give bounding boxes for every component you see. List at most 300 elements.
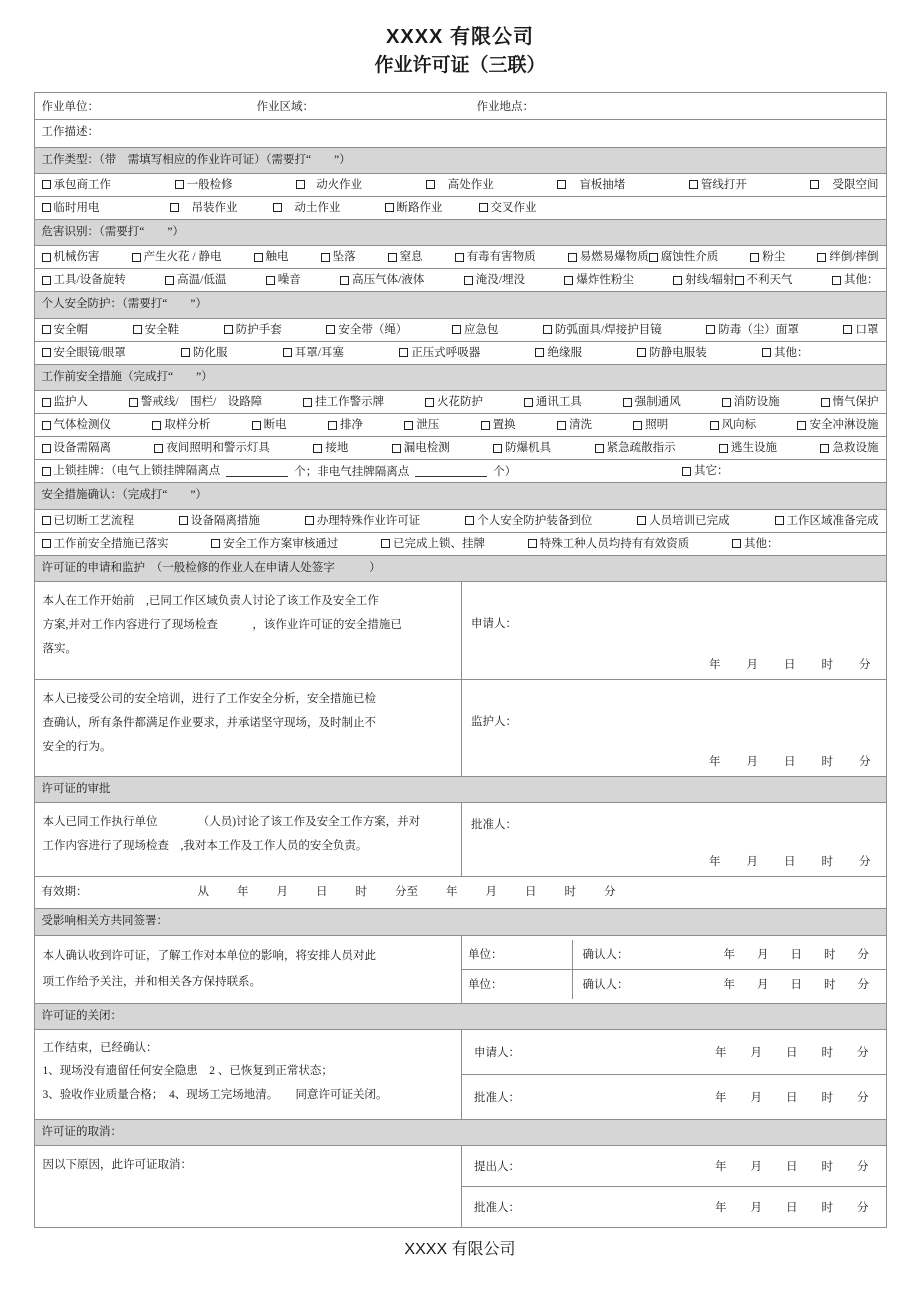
checkbox-warning-sign[interactable]: [303, 394, 384, 410]
checkbox-icon[interactable]: [42, 516, 51, 525]
checkbox-supervisor[interactable]: [42, 394, 89, 410]
date-unit-day: 日: [786, 1046, 798, 1059]
checkbox-toxic-substances[interactable]: [455, 249, 536, 265]
checkbox-protective-gloves[interactable]: [224, 322, 282, 338]
checkbox-corrosive-medium[interactable]: [649, 249, 719, 265]
checkbox-pipeline-opening[interactable]: [689, 177, 747, 193]
checkbox-icon[interactable]: [455, 253, 464, 262]
date-unit-hour: 时: [821, 1202, 833, 1215]
supervisor-statement-cell: [35, 680, 462, 776]
checkbox-label: 火花防护: [437, 396, 484, 409]
checkbox-spark-protection[interactable]: [425, 394, 483, 410]
checkbox-fire-fighting-facility[interactable]: [722, 394, 780, 410]
checkbox-emergency-evacuation-sign[interactable]: [595, 440, 676, 456]
checkbox-label: 临时用电: [53, 201, 100, 214]
checkbox-equipment-isolation-measure[interactable]: [179, 513, 260, 529]
checkbox-icon[interactable]: [821, 398, 830, 407]
date-unit-day: 日: [784, 658, 796, 671]
checkbox-label: 正压式呼吸器: [411, 346, 481, 359]
checkbox-icon[interactable]: [224, 325, 233, 334]
checkbox-excavation-work[interactable]: [273, 200, 341, 216]
affected-confirm-cell-2[interactable]: [572, 969, 887, 999]
checkbox-icon[interactable]: [425, 398, 434, 407]
ppe-section-header-cell: [34, 292, 886, 318]
checkbox-icon[interactable]: [211, 539, 220, 548]
closure-signature-row[interactable]: [462, 1074, 887, 1119]
checkbox-icon[interactable]: [564, 276, 573, 285]
checkbox-icon[interactable]: [328, 421, 337, 430]
applicant-date-strip[interactable]: [471, 656, 887, 672]
checkbox-icon[interactable]: [426, 180, 435, 189]
affected-party-grid: [462, 940, 887, 999]
checkbox-icon[interactable]: [42, 348, 51, 357]
checkbox-label: 绊倒/摔倒: [829, 251, 879, 264]
checkbox-icon[interactable]: [465, 516, 474, 525]
checkbox-icon[interactable]: [535, 348, 544, 357]
checkbox-adverse-weather[interactable]: [735, 272, 793, 288]
checkbox-icon[interactable]: [637, 516, 646, 525]
checkbox-high-low-temperature[interactable]: [165, 272, 226, 288]
checkbox-respirator-mask[interactable]: [706, 322, 799, 338]
checkbox-icon[interactable]: [133, 325, 142, 334]
checkbox-label: 交叉作业: [490, 201, 537, 214]
measure-confirm-section-header-cell: [34, 483, 886, 509]
checkbox-icon[interactable]: [254, 253, 263, 262]
document-title-block: [0, 0, 920, 80]
checkbox-label: 防毒（尘）面罩: [718, 323, 799, 336]
pre-work-row-3: [34, 437, 886, 460]
checkbox-lockout-tagout[interactable]: [42, 463, 221, 479]
checkbox-barricade-fence[interactable]: [129, 394, 262, 410]
checkbox-label: 办理特殊作业许可证: [316, 514, 421, 527]
document-title-heading: 作业许可证（三联）: [374, 55, 546, 76]
date-unit-month: 月: [746, 855, 758, 868]
identification-row: [34, 92, 886, 119]
validity-period-cell: [34, 876, 886, 909]
checkbox-dust-mask[interactable]: [843, 322, 878, 338]
checkbox-icon[interactable]: [266, 276, 275, 285]
checkbox-icon[interactable]: [321, 253, 330, 262]
checkbox-ppe-in-place[interactable]: [465, 513, 592, 529]
checkbox-icon[interactable]: [493, 444, 502, 453]
statement-line: 项工作给予关注，并和相关各方保持联系。: [42, 976, 261, 989]
checkbox-icon[interactable]: [481, 421, 490, 430]
checkbox-icon[interactable]: [719, 444, 728, 453]
checkbox-cleaning[interactable]: [557, 417, 592, 433]
checkbox-safety-shower[interactable]: [797, 417, 878, 433]
checkbox-icon[interactable]: [623, 398, 632, 407]
approval-block-row: [34, 803, 886, 876]
checkbox-icon[interactable]: [165, 276, 174, 285]
checkbox-road-closure[interactable]: [385, 200, 443, 216]
work-description-label: 工作描述：: [41, 126, 99, 139]
checkbox-icon[interactable]: [762, 348, 771, 357]
checkbox-hazard-other[interactable]: [832, 272, 879, 288]
checkbox-icon[interactable]: [775, 516, 784, 525]
checkbox-training-completed[interactable]: [637, 513, 730, 529]
checkbox-ear-protection[interactable]: [283, 345, 344, 361]
cancellation-signature-row[interactable]: [462, 1146, 887, 1187]
checkbox-icon[interactable]: [154, 444, 163, 453]
checkbox-gas-detector[interactable]: [42, 417, 112, 433]
statement-line: 方案,并对工作内容进行了现场检查 ，该作业许可证的安全措施已: [42, 619, 402, 632]
checkbox-first-aid-facility[interactable]: [820, 440, 878, 456]
applicant-signature-cell: [462, 582, 887, 678]
affected-party-row[interactable]: [462, 969, 887, 999]
checkbox-icon[interactable]: [710, 421, 719, 430]
checkbox-label: 断路作业: [396, 201, 443, 214]
nonelectrical-isolation-count-field[interactable]: [415, 465, 487, 477]
checkbox-icon[interactable]: [305, 516, 314, 525]
checkbox-label: 腐蚀性介质: [660, 251, 719, 264]
checkbox-general-maintenance[interactable]: [175, 177, 233, 193]
checkbox-temporary-power[interactable]: [42, 200, 100, 216]
checkbox-icon[interactable]: [283, 348, 292, 357]
checkbox-icon[interactable]: [392, 444, 401, 453]
checkbox-label: 安全工作方案审核通过: [223, 537, 339, 550]
affected-block-row: [34, 935, 886, 1003]
closure-block-cell: [34, 1029, 886, 1119]
statement-line: 查确认，所有条件都满足作业要求，并承诺坚守现场，及时制止不: [42, 716, 376, 729]
checkbox-icon[interactable]: [252, 421, 261, 430]
statement-line: 本人已接受公司的安全培训，进行了工作安全分析，安全措施已检: [42, 692, 376, 705]
checkbox-qualified-personnel[interactable]: [528, 536, 690, 552]
checkbox-icon[interactable]: [296, 180, 305, 189]
checkbox-icon[interactable]: [637, 348, 646, 357]
checkbox-forced-ventilation[interactable]: [623, 394, 681, 410]
approver-date-strip[interactable]: [471, 853, 887, 869]
checkbox-safety-plan-approved[interactable]: [211, 536, 338, 552]
supervisor-block-cell: [34, 679, 886, 776]
closure-section-title: 许可证的关闭：: [41, 1009, 122, 1022]
checkbox-special-work-permit[interactable]: [305, 513, 421, 529]
cancellation-signature-grid: [462, 1146, 887, 1227]
applicant-block-cell: [34, 582, 886, 679]
checkbox-icon[interactable]: [42, 325, 51, 334]
date-unit-day: 日: [786, 1091, 798, 1104]
checkbox-power-off[interactable]: [252, 417, 287, 433]
identification-cell: [34, 92, 886, 119]
checkbox-label: 警戒线/ 围栏/ 设路障: [140, 396, 263, 409]
date-unit-hour: 时: [821, 1161, 833, 1174]
checkbox-lighting[interactable]: [633, 417, 668, 433]
work-area-label: 作业区域：: [256, 100, 314, 113]
checkbox-arc-face-shield[interactable]: [543, 322, 662, 338]
cancellation-reason-text: 因以下原因，此许可证取消：: [42, 1159, 192, 1172]
date-unit-year: 年: [709, 855, 721, 868]
checkbox-icon[interactable]: [132, 253, 141, 262]
checkbox-submersion-burial[interactable]: [464, 272, 525, 288]
checkbox-icon[interactable]: [557, 421, 566, 430]
company-name-heading: XXXX 有限公司: [386, 26, 534, 48]
closure-section-header-cell: [34, 1003, 886, 1029]
date-unit-month: 月: [757, 979, 769, 992]
affected-unit-label-2[interactable]: 单位：: [462, 969, 572, 999]
cancellation-approver-cell[interactable]: [462, 1187, 887, 1228]
approval-statement-text: [35, 803, 462, 865]
checkbox-label: 清洗: [568, 419, 592, 432]
checkbox-work-at-height[interactable]: [426, 177, 494, 193]
checkbox-rotating-equipment[interactable]: [42, 272, 126, 288]
checkbox-depressurize[interactable]: [404, 417, 439, 433]
checkbox-label: 安全冲淋设施: [809, 419, 879, 432]
closure-signature-row[interactable]: [462, 1030, 887, 1075]
checkbox-icon[interactable]: [326, 325, 335, 334]
checkbox-trip-fall[interactable]: [817, 249, 878, 265]
validity-from: 从: [197, 885, 209, 898]
checkbox-label: 气体检测仪: [53, 419, 111, 432]
checkbox-label: 其他：: [843, 274, 879, 287]
checkbox-icon[interactable]: [750, 253, 759, 262]
checkbox-icon[interactable]: [381, 539, 390, 548]
date-unit-year: 年: [715, 1202, 727, 1215]
checkbox-hot-work[interactable]: [296, 177, 362, 193]
checkbox-explosion-proof-tools[interactable]: [493, 440, 551, 456]
pre-work-row-3-cell: [34, 437, 886, 460]
date-unit-month: 月: [746, 755, 758, 768]
date-unit-hour: 时: [821, 855, 833, 868]
checkbox-icon[interactable]: [706, 325, 715, 334]
checkbox-positive-pressure-breather[interactable]: [399, 345, 480, 361]
checkbox-drain[interactable]: [328, 417, 363, 433]
checkbox-icon[interactable]: [129, 398, 138, 407]
checkbox-insulating-suit[interactable]: [535, 345, 582, 361]
checkbox-lifting-work[interactable]: [170, 200, 238, 216]
checkbox-icon[interactable]: [42, 421, 51, 430]
checkbox-safety-goggles[interactable]: [42, 345, 126, 361]
checkbox-icon[interactable]: [313, 444, 322, 453]
cancellation-reason-cell[interactable]: [35, 1146, 462, 1227]
checkbox-icon[interactable]: [152, 421, 161, 430]
checkbox-icon[interactable]: [820, 444, 829, 453]
affected-party-row[interactable]: [462, 940, 887, 970]
checkbox-icon[interactable]: [732, 539, 741, 548]
checkbox-equipment-isolation[interactable]: [42, 440, 112, 456]
checkbox-label: 特殊工种人员均持有有效资质: [539, 537, 690, 550]
checkbox-icon[interactable]: [42, 180, 51, 189]
checkbox-icon[interactable]: [832, 276, 841, 285]
cancellation-signature-row[interactable]: [462, 1187, 887, 1228]
checkbox-icon[interactable]: [797, 421, 806, 430]
closure-applicant-cell[interactable]: [462, 1030, 887, 1075]
checkbox-spark-static[interactable]: [132, 249, 222, 265]
checkbox-icon[interactable]: [42, 203, 51, 212]
checkbox-label: 断电: [263, 419, 287, 432]
checkbox-label: 不利天气: [746, 274, 793, 287]
checkbox-safety-harness[interactable]: [326, 322, 407, 338]
checkbox-label: 吊装作业: [191, 201, 238, 214]
affected-unit-label-1[interactable]: 单位：: [462, 940, 572, 970]
checkbox-lockout-other[interactable]: [682, 463, 729, 479]
checkbox-icon[interactable]: [735, 276, 744, 285]
checkbox-mechanical-injury[interactable]: [42, 249, 100, 265]
checkbox-icon[interactable]: [340, 276, 349, 285]
date-unit-hour: 时: [821, 658, 833, 671]
cancellation-section-title: 许可证的取消：: [41, 1125, 122, 1138]
checkbox-purge[interactable]: [481, 417, 516, 433]
checkbox-icon[interactable]: [42, 253, 51, 262]
checkbox-label: 泄压: [416, 419, 440, 432]
checkbox-icon[interactable]: [179, 516, 188, 525]
checkbox-icon[interactable]: [42, 398, 51, 407]
checkbox-label: 触电: [265, 251, 289, 264]
checkbox-label: 工作区域准备完成: [786, 514, 879, 527]
checkbox-icon[interactable]: [42, 467, 51, 476]
work-type-row-2: [34, 196, 886, 219]
approval-section-title: 许可证的审批: [41, 782, 111, 795]
checkbox-label: 口罩: [855, 323, 879, 336]
checkbox-lockout-completed[interactable]: [381, 536, 485, 552]
checkbox-inert-gas-protection[interactable]: [821, 394, 879, 410]
checkbox-icon[interactable]: [595, 444, 604, 453]
affected-confirm-cell-1[interactable]: [572, 940, 887, 970]
pre-work-row-1: [34, 391, 886, 414]
statement-line: 本人在工作开始前 ,已同工作区域负责人讨论了该工作及安全工作: [42, 595, 379, 608]
date-unit-month: 月: [750, 1091, 762, 1104]
checkbox-confined-space[interactable]: [810, 177, 878, 193]
date-unit-year: 年: [709, 658, 721, 671]
checkbox-icon[interactable]: [452, 325, 461, 334]
checkbox-icon[interactable]: [42, 539, 51, 548]
checkbox-label: 淹没/埋没: [475, 274, 525, 287]
checkbox-label: 风向标: [721, 419, 757, 432]
checkbox-prework-measures-implemented[interactable]: [42, 536, 169, 552]
checkbox-flammable-explosive[interactable]: [568, 249, 649, 265]
checkbox-explosive-dust[interactable]: [564, 272, 634, 288]
checkbox-ppe-other[interactable]: [762, 345, 809, 361]
checkbox-blind-plate[interactable]: [557, 177, 625, 193]
checkbox-work-area-ready[interactable]: [775, 513, 879, 529]
checkbox-icon[interactable]: [673, 276, 682, 285]
affected-block-cell: [34, 935, 886, 1003]
checkbox-icon[interactable]: [817, 253, 826, 262]
approver-signature-label[interactable]: 批准人：: [471, 819, 517, 832]
checkbox-safety-shoes[interactable]: [133, 322, 180, 338]
permit-form-table: [34, 92, 887, 1228]
checkbox-communication-tools[interactable]: [524, 394, 582, 410]
checkbox-icon[interactable]: [649, 253, 658, 262]
checkbox-icon[interactable]: [843, 325, 852, 334]
checkbox-chemical-suit[interactable]: [181, 345, 228, 361]
approval-block-cell: [34, 803, 886, 876]
checkbox-icon[interactable]: [689, 180, 698, 189]
checkbox-noise[interactable]: [266, 272, 301, 288]
checkbox-sampling-analysis[interactable]: [152, 417, 210, 433]
checkbox-asphyxiation[interactable]: [388, 249, 423, 265]
checkbox-label: 动土作业: [294, 201, 341, 214]
checkbox-icon[interactable]: [557, 180, 566, 189]
ppe-row-1-cell: [34, 318, 886, 341]
checkbox-icon[interactable]: [42, 444, 51, 453]
measure-confirm-section-title: 安全措施确认：（完成打“ ”）: [41, 489, 207, 502]
checkbox-label: 易燃易爆物质: [579, 251, 649, 264]
electrical-isolation-count-field[interactable]: [226, 465, 288, 477]
date-unit-hour: 时: [821, 1091, 833, 1104]
checkbox-label: 防护手套: [235, 323, 282, 336]
checkbox-process-shutdown[interactable]: [42, 513, 135, 529]
checkbox-icon[interactable]: [181, 348, 190, 357]
checkbox-high-pressure-fluid[interactable]: [340, 272, 424, 288]
checkbox-label: 承包商工作: [53, 178, 111, 191]
checkbox-icon[interactable]: [404, 421, 413, 430]
hazard-section-header-cell: [34, 219, 886, 245]
measure-confirm-section-header-row: [34, 483, 886, 509]
checkbox-icon[interactable]: [633, 421, 642, 430]
checkbox-icon[interactable]: [170, 203, 179, 212]
date-unit-day: 日: [790, 979, 802, 992]
date-unit-month: 月: [757, 949, 769, 962]
supervisor-date-strip[interactable]: [471, 753, 887, 769]
supervisor-signature-cell: [462, 680, 887, 776]
checkbox-icon[interactable]: [528, 539, 537, 548]
checkbox-emergency-kit[interactable]: [452, 322, 499, 338]
date-unit-month: 月: [746, 658, 758, 671]
checkbox-icon[interactable]: [479, 203, 488, 212]
checkbox-icon[interactable]: [568, 253, 577, 262]
checkbox-icon[interactable]: [722, 398, 731, 407]
checkbox-grounding[interactable]: [313, 440, 348, 456]
checkbox-icon[interactable]: [810, 180, 819, 189]
applicant-signature-label[interactable]: 申请人：: [471, 618, 517, 631]
checkbox-icon[interactable]: [543, 325, 552, 334]
checkbox-icon[interactable]: [303, 398, 312, 407]
checkbox-icon[interactable]: [524, 398, 533, 407]
checkbox-label: 窒息: [399, 251, 423, 264]
cancellation-proposer-cell[interactable]: [462, 1146, 887, 1187]
checkbox-icon[interactable]: [385, 203, 394, 212]
checkbox-icon[interactable]: [388, 253, 397, 262]
checkbox-label: 高处作业: [447, 178, 494, 191]
checkbox-radiation[interactable]: [673, 272, 734, 288]
date-unit-minute: 分: [857, 979, 869, 992]
checkbox-safety-helmet[interactable]: [42, 322, 89, 338]
date-unit-year: 年: [715, 1161, 727, 1174]
supervisor-signature-label[interactable]: 监护人：: [471, 715, 517, 728]
checkbox-icon[interactable]: [175, 180, 184, 189]
checkbox-label: 已切断工艺流程: [53, 514, 134, 527]
checkbox-electric-shock[interactable]: [254, 249, 289, 265]
checkbox-falling[interactable]: [321, 249, 356, 265]
checkbox-icon[interactable]: [399, 348, 408, 357]
validity-mid: 分至: [395, 885, 418, 898]
checkbox-leakage-detection[interactable]: [392, 440, 450, 456]
checkbox-icon[interactable]: [42, 276, 51, 285]
checkbox-measure-other[interactable]: [732, 536, 779, 552]
checkbox-windsock[interactable]: [710, 417, 757, 433]
checkbox-label: 其他：: [774, 346, 809, 359]
checkbox-contractor-work[interactable]: [42, 177, 112, 193]
checkbox-icon[interactable]: [273, 203, 282, 212]
affected-section-header-row: [34, 909, 886, 935]
checkbox-label: 有毒有害物质: [466, 251, 536, 264]
checkbox-label: 通讯工具: [535, 396, 582, 409]
checkbox-icon[interactable]: [682, 467, 691, 476]
checkbox-dust[interactable]: [750, 249, 785, 265]
statement-line: 工作内容进行了现场检查 ,我对本工作及工作人员的安全负责。: [42, 840, 368, 853]
checkbox-night-lighting[interactable]: [154, 440, 270, 456]
validity-period-line[interactable]: [42, 884, 879, 902]
validity-from-hour: 时: [355, 885, 367, 898]
checkbox-antistatic-clothing[interactable]: [637, 345, 707, 361]
checkbox-escape-facility[interactable]: [719, 440, 777, 456]
date-unit-day: 日: [784, 855, 796, 868]
hazard-row-1-cell: [34, 246, 886, 269]
checkbox-label: 动火作业: [316, 178, 363, 191]
checkbox-icon[interactable]: [464, 276, 473, 285]
checkbox-cross-operation[interactable]: [479, 200, 537, 216]
closure-approver-cell[interactable]: [462, 1074, 887, 1119]
checkbox-label: 其它：: [694, 465, 729, 478]
